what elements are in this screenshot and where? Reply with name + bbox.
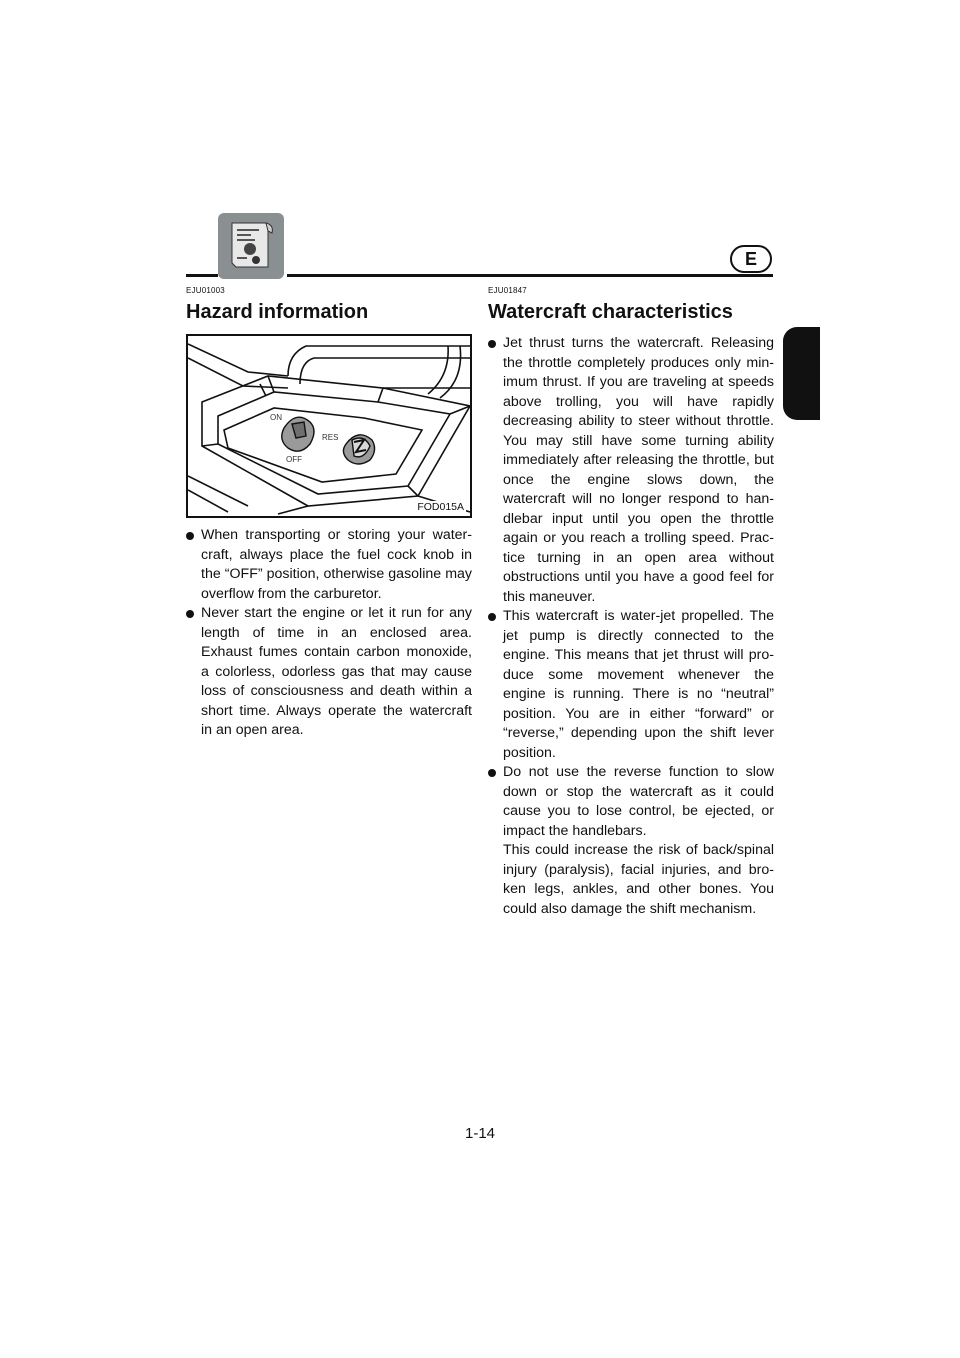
list-item <box>488 334 774 607</box>
fuel-cock-drawing <box>188 336 470 516</box>
off-label: OFF <box>286 455 302 464</box>
hazard-bullet-list <box>186 526 472 741</box>
section-code: EJU01003 <box>186 286 225 295</box>
bullet-dot <box>488 340 496 348</box>
bullet-text: This watercraft is water-jet propelled. The jet pump is directly connected to the engine. This means that jet thrust will pro-duce some movement whenever the engine is running. There is no “neutral” position. You are in either “forward” or “reverse,” depending upon the shift lever position. <box>503 608 774 761</box>
section-title: Watercraft characteristics <box>488 301 733 323</box>
list-item <box>488 607 774 763</box>
fuel-cock-illustration <box>186 334 472 518</box>
bullet-dot <box>186 532 194 540</box>
on-label: ON <box>270 413 282 422</box>
list-item <box>488 763 774 919</box>
figure-label: FOD015A <box>417 501 464 513</box>
manual-book-icon <box>218 213 284 279</box>
bullet-continuation-text: This could increase the risk of back/spinal injury (paralysis), facial injuries, and bro-ken legs, ankles, and other bones. You could also damage the shift mechanism. <box>503 842 774 917</box>
bullet-text: Never start the engine or let it run for any length of time in an enclosed area. Exhaust fumes contain carbon monoxide, a colorless, odorless gas that may cause loss of consciousness and death within a short time. Always operate the watercraft in an open area. <box>201 605 472 738</box>
bullet-dot <box>488 613 496 621</box>
left-column <box>186 286 472 741</box>
right-column <box>488 286 774 919</box>
language-badge: E <box>730 245 772 273</box>
header-rule-right <box>287 274 773 277</box>
characteristics-bullet-list <box>488 334 774 919</box>
bullet-dot <box>488 769 496 777</box>
section-code: EJU01847 <box>488 286 527 295</box>
page-number: 1-14 <box>464 1125 496 1142</box>
bullet-text: Jet thrust turns the watercraft. Releasing the throttle completely produces only min-imum thrust. If you are traveling at speeds above trolling, you will have rapidly decreasing ability to steer without throttle. You may still have some turning ability immediately after releasing the throttle, but once the engine slows down, the watercraft will no longer respond to han-dlebar input until you open the throttle again or you reach a trolling speed. Prac-tice turning in an open area without obstructions until you have a good feel for this maneuver. <box>503 335 774 605</box>
list-item <box>186 604 472 741</box>
res-label: RES <box>322 433 339 442</box>
bullet-text: Do not use the reverse function to slow down or stop the watercraft as it could cause you to lose control, be ejected, or impact the handlebars. <box>503 764 774 839</box>
list-item <box>186 526 472 604</box>
bullet-dot <box>186 610 194 618</box>
section-title: Hazard information <box>186 301 369 323</box>
bullet-text: When transporting or storing your water-craft, always place the fuel cock knob in the “OFF” position, otherwise gasoline may overflow from the carburetor. <box>201 527 472 602</box>
chapter-tab <box>783 327 820 420</box>
header-rule-left <box>186 274 218 277</box>
